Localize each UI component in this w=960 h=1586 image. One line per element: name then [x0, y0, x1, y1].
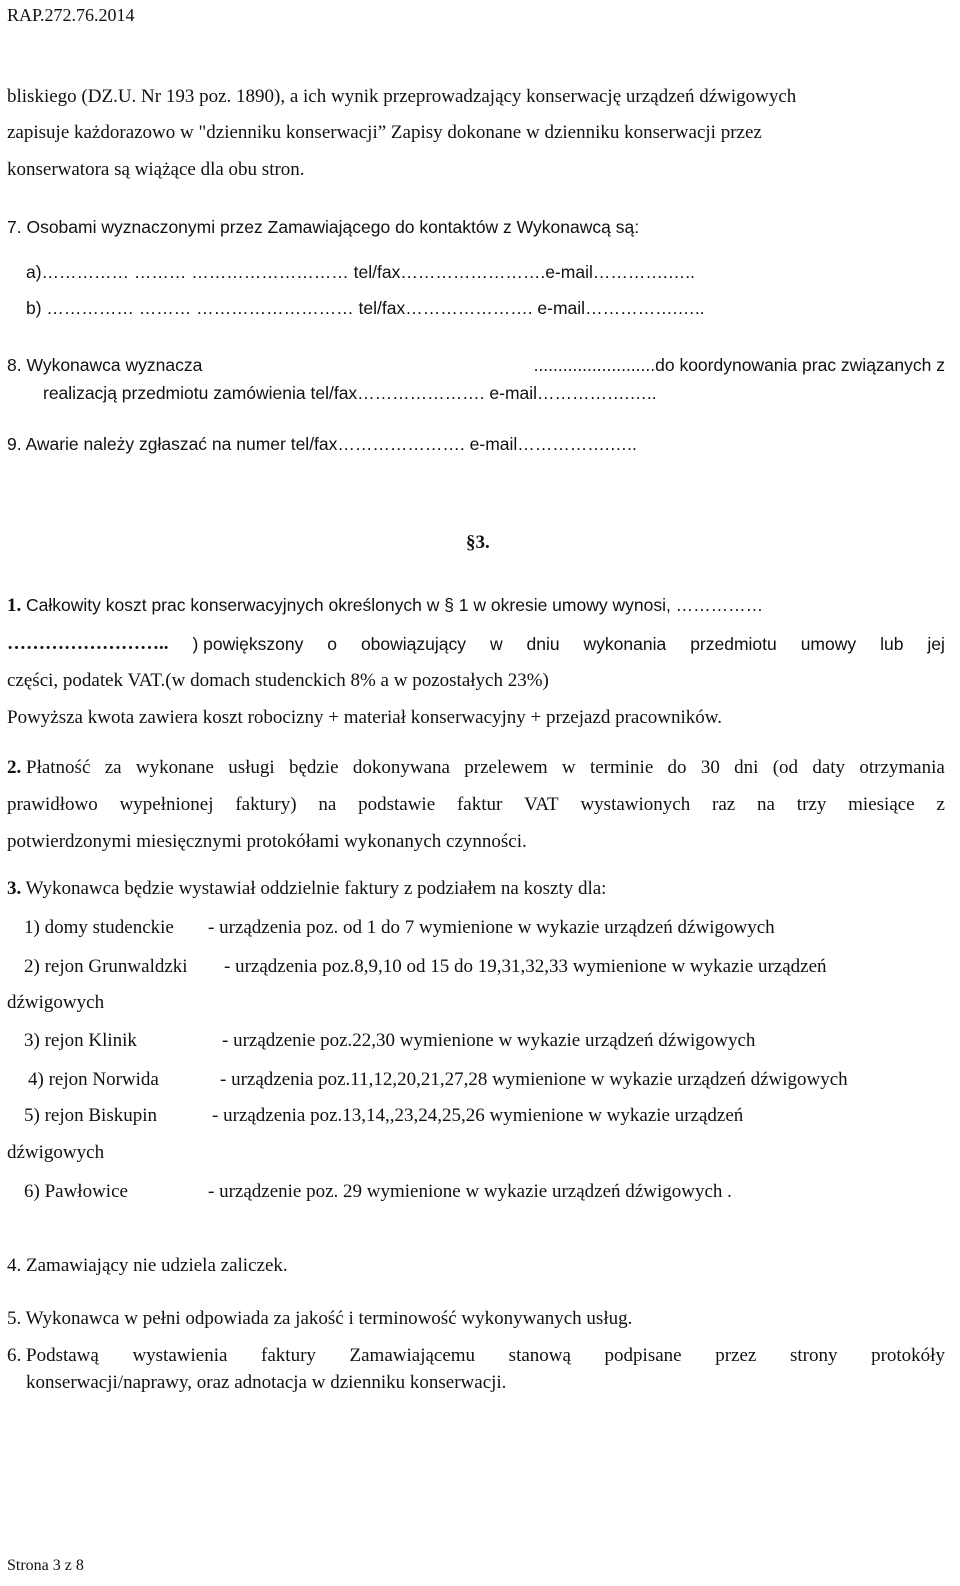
amount-placeholder: …………………….. — [7, 633, 169, 654]
item-8-line-2: realizacją przedmiotu zamówienia tel/fax…………………. e-mail…………….….. — [43, 383, 657, 403]
p2b-word-1: wypełnionej — [119, 794, 214, 815]
p2b-word-11: miesiące — [848, 794, 915, 815]
p6-word-5: podpisane — [604, 1345, 682, 1366]
paragraph-2-number: 2. — [7, 757, 22, 778]
p2-word-10: 30 — [700, 757, 720, 778]
p1-word-8: lub — [880, 634, 904, 654]
p6-word-7: strony — [789, 1345, 838, 1366]
p2-word-6: przelewem — [464, 757, 548, 778]
paragraph-3 — [7, 878, 606, 900]
p6-word-2: faktury — [261, 1345, 316, 1366]
paragraph-6-line-1 — [7, 1345, 945, 1367]
list-item-6-label: 6) Pawłowice — [24, 1181, 128, 1202]
paragraph-1-text: Całkowity koszt prac konserwacyjnych określonych w § 1 w okresie umowy wynosi, …………… — [26, 595, 764, 615]
section7-title: 7. Osobami wyznaczonymi przez Zamawiającego do kontaktów z Wykonawcą są: — [7, 217, 640, 237]
p2-word-4: będzie — [289, 757, 339, 778]
p6-word-1: wystawienia — [132, 1345, 228, 1366]
p1-word-9: jej — [927, 634, 945, 654]
list-item-5-label: 5) rejon Biskupin — [24, 1105, 157, 1126]
list-item-5-text: - urządzenia poz.13,14,,23,24,25,26 wymienione w wykazie urządzeń — [212, 1105, 744, 1126]
p1-word-7: umowy — [800, 634, 857, 654]
page-number: Strona 3 z 8 — [7, 1557, 84, 1574]
p2-word-12: (od — [772, 757, 799, 778]
list-item-1-text: - urządzenia poz. od 1 do 7 wymienione w wykazie urządzeń dźwigowych — [208, 917, 775, 938]
p2b-word-2: faktury) — [235, 794, 297, 815]
item-8-label: 8. Wykonawca wyznacza — [7, 355, 203, 375]
paragraph-5: 5. Wykonawca w pełni odpowiada za jakość i terminowość wykonywanych usług. — [7, 1308, 633, 1329]
p1-word-4: dniu — [526, 634, 560, 654]
p2b-word-5: faktur — [456, 794, 503, 815]
list-item-4-label: 4) rejon Norwida — [28, 1069, 159, 1090]
list-item-2-label: 2) rejon Grunwaldzki — [24, 956, 188, 977]
item-8-text: .........................do koordynowania prac związanych z — [533, 355, 945, 375]
p2-word-5: dokonywana — [352, 757, 450, 778]
p2-word-1: za — [104, 757, 122, 778]
p2-word-3: usługi — [228, 757, 275, 778]
paragraph-1-number: 1. — [7, 595, 22, 616]
p2-word-0: Płatność — [26, 757, 91, 778]
paragraph-1-line-1 — [7, 594, 763, 617]
p2b-word-10: trzy — [796, 794, 827, 815]
contact-line-a: a)…………… ……… ……………………… tel/fax…………………….e-mail………….….. — [26, 262, 695, 282]
paragraph-4: 4. Zamawiający nie udziela zaliczek. — [7, 1255, 288, 1276]
p2b-word-9: na — [757, 794, 775, 815]
paragraph-6-line-2: konserwacji/naprawy, oraz adnotacja w dzienniku konserwacji. — [26, 1372, 507, 1393]
p6-word-8: protokóły — [871, 1345, 945, 1366]
p2b-word-0: prawidłowo — [7, 794, 98, 815]
paragraph-1-line-4: Powyższa kwota zawiera koszt robocizny + materiał konserwacyjny + przejazd pracowników. — [7, 707, 723, 728]
item-8-line-1 — [7, 354, 945, 376]
list-item-6-text: - urządzenie poz. 29 wymienione w wykazie urządzeń dźwigowych . — [208, 1181, 732, 1202]
p2-word-8: terminie — [589, 757, 654, 778]
item-9: 9. Awarie należy zgłaszać na numer tel/fax…………………. e-mail…………….….. — [7, 434, 637, 454]
p2b-word-6: VAT — [524, 794, 559, 815]
p1-word-1: o — [327, 634, 337, 654]
paragraph-2-line-2 — [7, 794, 945, 816]
p2-word-14: otrzymania — [859, 757, 945, 778]
p2b-word-12: z — [936, 794, 945, 815]
list-item-2-continuation: dźwigowych — [7, 992, 105, 1013]
p1-word-6: przedmiotu — [690, 634, 777, 654]
paragraph-1-line-2 — [7, 633, 945, 655]
p2-word-11: dni — [734, 757, 759, 778]
paragraph-2-line-3: potwierdzonymi miesięcznymi protokółami wykonanych czynności. — [7, 831, 527, 852]
paragraph-1-line-3: części, podatek VAT.(w domach studenckich 8% a w pozostałych 23%) — [7, 670, 549, 691]
p2b-word-4: podstawie — [358, 794, 436, 815]
p2b-word-8: raz — [712, 794, 736, 815]
p2-word-13: daty — [812, 757, 846, 778]
list-item-2-text: - urządzenia poz.8,9,10 od 15 do 19,31,32,33 wymienione w wykazie urządzeń — [224, 956, 827, 977]
list-item-5-continuation: dźwigowych — [7, 1142, 105, 1163]
paragraph-3-number: 3. — [7, 878, 22, 899]
document-reference: RAP.272.76.2014 — [7, 5, 135, 25]
list-item-4-text: - urządzenia poz.11,12,20,21,27,28 wymienione w wykazie urządzeń dźwigowych — [220, 1069, 848, 1090]
list-item-1-label: 1) domy studenckie — [24, 917, 174, 938]
intro-line-1: bliskiego (DZ.U. Nr 193 poz. 1890), a ich wynik przeprowadzający konserwację urządzeń dźwigowych — [7, 86, 797, 107]
p2b-word-3: na — [318, 794, 337, 815]
p2-word-9: do — [667, 757, 687, 778]
intro-line-2: zapisuje każdorazowo w "dzienniku konserwacji” Zapisy dokonane w dzienniku konserwacji przez — [7, 122, 762, 143]
p1-word-0: ) powiększony — [192, 634, 304, 654]
p6-word-0: 6. Podstawą — [7, 1345, 99, 1366]
p6-word-6: przez — [715, 1345, 757, 1366]
paragraph-2-line-1 — [7, 757, 945, 779]
intro-line-3: konserwatora są wiążące dla obu stron. — [7, 159, 305, 180]
contact-line-b: b) …………… ……… ……………………… tel/fax…………………. e-mail…………….….. — [26, 298, 705, 318]
p2-word-7: w — [561, 757, 576, 778]
p2b-word-7: wystawionych — [580, 794, 691, 815]
p6-word-3: Zamawiającemu — [349, 1345, 476, 1366]
section-heading: §3. — [466, 532, 490, 553]
paragraph-3-text: Wykonawca będzie wystawiał oddzielnie faktury z podziałem na koszty dla: — [25, 878, 607, 899]
list-item-3-text: - urządzenie poz.22,30 wymienione w wykazie urządzeń dźwigowych — [222, 1030, 756, 1051]
p1-word-2: obowiązujący — [360, 634, 466, 654]
p1-word-3: w — [489, 634, 503, 654]
p1-word-5: wykonania — [583, 634, 667, 654]
list-item-3-label: 3) rejon Klinik — [24, 1030, 137, 1051]
p6-word-4: stanową — [508, 1345, 571, 1366]
p2-word-2: wykonane — [135, 757, 214, 778]
